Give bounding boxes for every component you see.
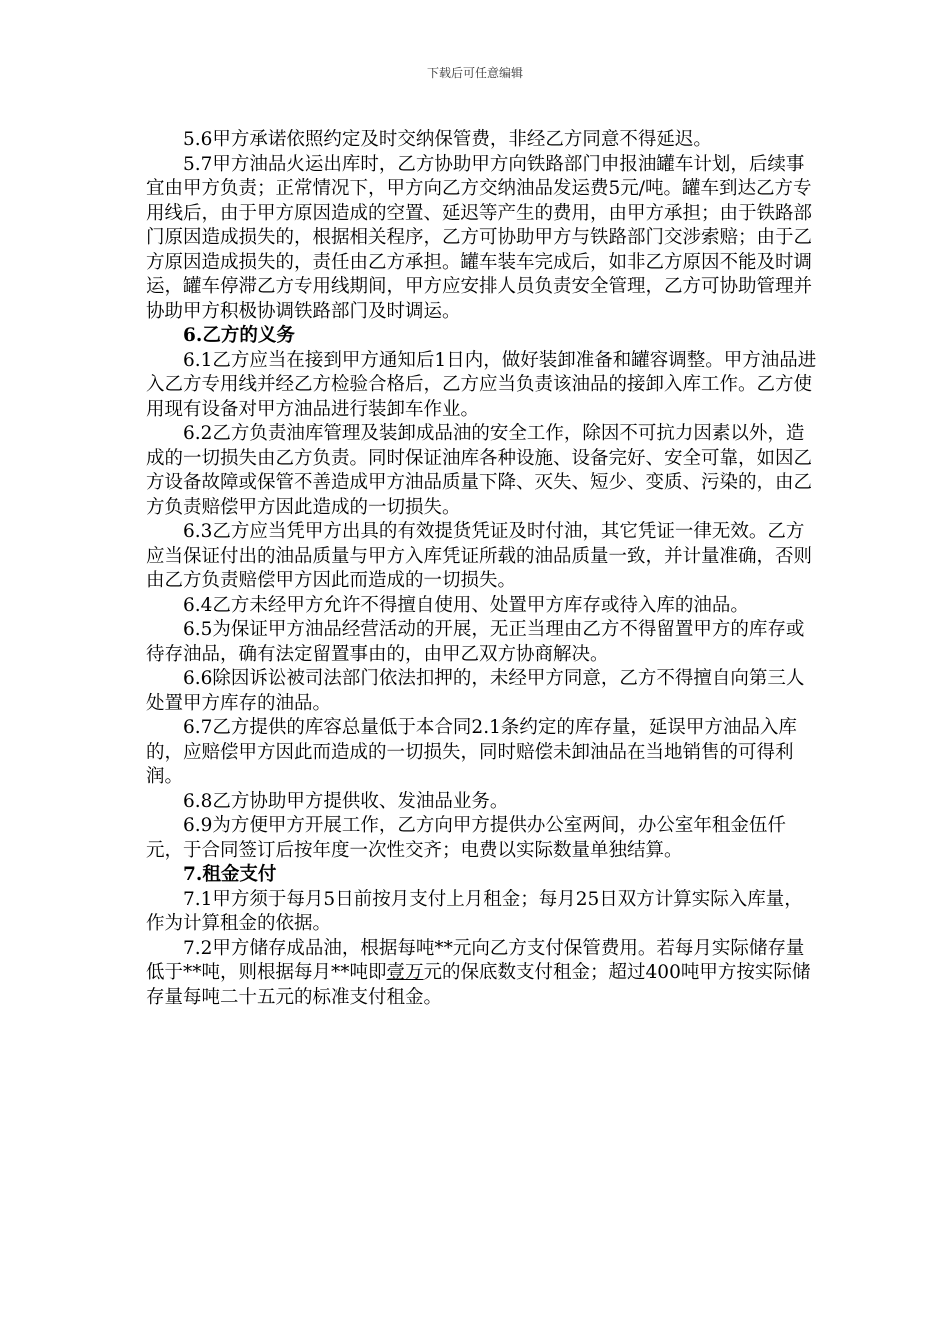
clause-6-3: 6.3乙方应当凭甲方出具的有效提货凭证及时付油，其它凭证一律无效。乙方应当保证付出的油品质量与甲方入库凭证所载的油品质量一致，并计量准确，否则由乙方负责赔偿甲方因此而造成的一切损失。 [146,521,813,591]
clause-5-6: 5.6甲方承诺依照约定及时交纳保管费，非经乙方同意不得延迟。 [183,129,712,150]
page-header: 下载后可任意编辑 [426,66,523,80]
clause-6-1: 6.1乙方应当在接到甲方通知后1日内，做好装卸准备和罐容调整。甲方油品进入乙方专用线并经乙方检验合格后，乙方应当负责该油品的接卸入库工作。乙方使用现有设备对甲方油品进行装卸车作业。 [146,349,817,420]
clause-7-1: 7.1甲方须于每月5日前按月支付上月租金；每月25日双方计算实际入库量，作为计算租金的依据。 [146,888,803,934]
clause-6-9: 6.9为方便甲方开展工作，乙方向甲方提供办公室两间，办公室年租金伍仟元，于合同签订后按年度一次性交齐；电费以实际数量单独结算。 [146,815,786,861]
clause-7-2-part-b: 元的保底数支付租金；超过400吨甲方按实际储存量每吨二十五元的标准支付租金。 [146,962,811,1008]
clause-6-8: 6.8乙方协助甲方提供收、发油品业务。 [183,790,509,812]
clause-6-5: 6.5为保证甲方油品经营活动的开展，无正当理由乙方不得留置甲方的库存或待存油品，确有法定留置事由的，由甲乙双方协商解决。 [146,619,805,665]
clause-6-2: 6.2乙方负责油库管理及装卸成品油的安全工作，除因不可抗力因素以外，造成的一切损失由乙方负责。同时保证油库各种设施、设备完好、安全可靠，如因乙方设备故障或保管不善造成甲方油品质量下降、灭失、短少、变质、污染的，由乙方负责赔偿甲方因此造成的一切损失。 [146,423,813,518]
section-heading-7: 7.租金支付 [183,864,277,885]
document-body [146,128,818,1010]
clause-7-2-underlined-amount: 壹万 [386,962,424,983]
clause-6-4: 6.4乙方未经甲方允许不得擅自使用、处置甲方库存或待入库的油品。 [183,594,749,616]
section-heading-6: 6.乙方的义务 [183,325,295,346]
clause-7-2-part-a: 7.2甲方储存成品油，根据每吨**元向乙方支付保管费用。若每月实际储存量低于**吨，则根据每月**吨即 [146,937,805,983]
clause-5-7: 5.7甲方油品火运出库时，乙方协助甲方向铁路部门申报油罐车计划，后续事宜由甲方负责；正常情况下，甲方向乙方交纳油品发运费5元/吨。罐车到达乙方专用线后，由于甲方原因造成的空置、延迟等产生的费用，由甲方承担；由于铁路部门原因造成损失的，根据相关程序，乙方可协助甲方与铁路部门交涉索赔；由于乙方原因造成损失的，责任由乙方承担。罐车装车完成后，如非乙方原因不能及时调运，罐车停滞乙方专用线期间，甲方应安排人员负责安全管理，乙方可协助管理并协助甲方积极协调铁路部门及时调运。 [146,153,813,322]
clause-7-2 [146,937,818,1011]
clause-6-6: 6.6除因诉讼被司法部门依法扣押的，未经甲方同意，乙方不得擅自向第三人处置甲方库存的油品。 [146,668,805,714]
clause-6-7: 6.7乙方提供的库容总量低于本合同2.1条约定的库存量，延误甲方油品入库的，应赔偿甲方因此而造成的一切损失，同时赔偿未卸油品在当地销售的可得利润。 [146,717,797,787]
